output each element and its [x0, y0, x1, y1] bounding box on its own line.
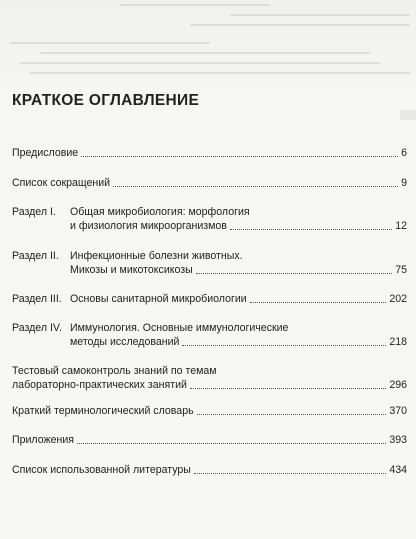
toc-page-number: 75: [395, 264, 407, 276]
leader-dots: [81, 155, 398, 157]
toc-section-number: Раздел III.: [12, 293, 62, 305]
toc-page-number: 296: [389, 379, 407, 391]
leader-dots: [113, 185, 398, 187]
leader-dots: [250, 301, 387, 303]
toc-entry-title: Список сокращений: [12, 177, 111, 189]
toc-entry: [12, 463, 407, 477]
toc-entry-title-cont: Микозы и микотоксикозы: [70, 264, 193, 276]
toc-entry: [12, 176, 407, 190]
leader-dots: [194, 472, 386, 474]
toc-section-number: Раздел IV.: [12, 322, 62, 334]
toc-page-number: 9: [401, 177, 407, 189]
toc-entry: [12, 249, 407, 277]
toc-entry-title: Список использованной литературы: [12, 464, 191, 476]
leader-dots: [182, 344, 386, 346]
toc-entry: [12, 205, 407, 233]
toc-entry: [12, 364, 407, 392]
toc-entry-title: Основы санитарной микробиологии: [70, 293, 247, 305]
toc-section-number: Раздел II.: [12, 250, 59, 262]
leader-dots: [197, 413, 387, 415]
toc-entry: [12, 146, 407, 160]
toc-entry-title: Иммунология. Основные иммунологические: [70, 322, 289, 334]
toc-entry-title-cont: лабораторно-практических занятий: [12, 379, 187, 391]
leader-dots: [77, 442, 386, 444]
toc-title: КРАТКОЕ ОГЛАВЛЕНИЕ: [12, 92, 200, 109]
toc-entry-title: Краткий терминологический словарь: [12, 405, 194, 417]
toc-entry: [12, 321, 407, 349]
toc-entry: [12, 404, 407, 418]
toc-entry-title: Тестовый самоконтроль знаний по темам: [12, 365, 217, 377]
toc-page-number: 393: [389, 434, 407, 446]
toc-entry-title: Предисловие: [12, 147, 79, 159]
leader-dots: [196, 272, 392, 274]
bleed-through-text: [0, 0, 416, 86]
leader-dots: [230, 228, 392, 230]
bleed-through-mark: [400, 110, 416, 120]
toc-entry: [12, 292, 407, 306]
toc-page-number: 202: [389, 293, 407, 305]
toc-page-number: 218: [389, 336, 407, 348]
toc-page-number: 434: [389, 464, 407, 476]
leader-dots: [190, 387, 386, 389]
toc-entry-title-cont: методы исследований: [70, 336, 180, 348]
toc-page-number: 370: [389, 405, 407, 417]
toc-entry-title: Инфекционные болезни животных.: [70, 250, 243, 262]
toc-entry-title-cont: и физиология микроорганизмов: [70, 220, 227, 232]
toc-page-number: 12: [395, 220, 407, 232]
toc-entry: [12, 433, 407, 447]
toc-entry-title: Общая микробиология: морфология: [70, 206, 250, 218]
toc-entry-title: Приложения: [12, 434, 74, 446]
toc-section-number: Раздел I.: [12, 206, 56, 218]
toc-page-number: 6: [401, 147, 407, 159]
